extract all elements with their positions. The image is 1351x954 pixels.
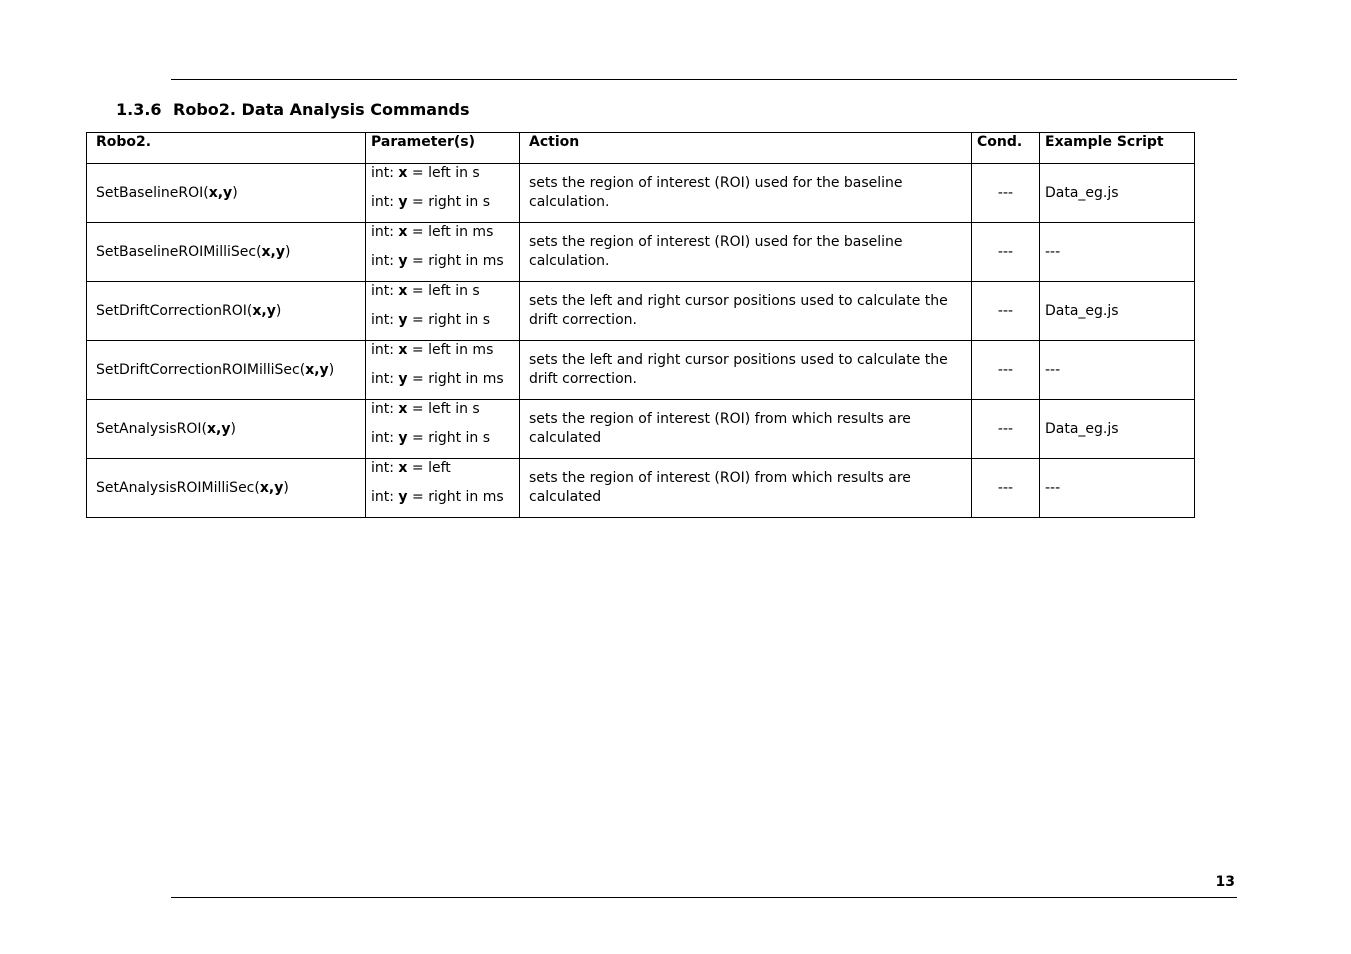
- command-args: x,y: [261, 244, 286, 260]
- command-cell: SetAnalysisROIMilliSec(x,y): [87, 459, 366, 518]
- param-x: [371, 341, 519, 370]
- param-desc: = left in ms: [411, 342, 494, 358]
- param-type: int:: [371, 194, 394, 210]
- cond-cell: ---: [972, 164, 1040, 223]
- section-number: 1.3.6: [116, 100, 162, 119]
- param-name: y: [398, 371, 408, 387]
- page-number: 13: [1215, 874, 1235, 890]
- table-row: [87, 459, 1195, 518]
- param-desc: = left in ms: [411, 224, 494, 240]
- param-desc: = left in s: [411, 283, 480, 299]
- header-example-script: Example Script: [1040, 133, 1195, 164]
- param-desc: = right in ms: [412, 371, 504, 387]
- example-script-cell: Data_eg.js: [1040, 400, 1195, 459]
- param-type: int:: [371, 224, 394, 240]
- param-y: [371, 370, 519, 399]
- param-name: x: [398, 224, 408, 240]
- cond-cell: ---: [972, 459, 1040, 518]
- command-cell: SetBaselineROIMilliSec(x,y): [87, 223, 366, 282]
- cond-cell: ---: [972, 341, 1040, 400]
- command-args: x,y: [305, 362, 329, 378]
- command-cell: SetBaselineROI(x,y): [87, 164, 366, 223]
- parameters-cell: [366, 400, 520, 459]
- commands-table: [86, 132, 1195, 518]
- param-type: int:: [371, 312, 394, 328]
- param-type: int:: [371, 253, 394, 269]
- cond-cell: ---: [972, 282, 1040, 341]
- parameters-cell: [366, 223, 520, 282]
- param-name: x: [398, 460, 408, 476]
- param-name: x: [398, 401, 408, 417]
- param-type: int:: [371, 371, 394, 387]
- command-args: x,y: [252, 303, 276, 319]
- header-cond: Cond.: [972, 133, 1040, 164]
- command-cell: SetDriftCorrectionROIMilliSec(x,y): [87, 341, 366, 400]
- param-desc: = left: [411, 460, 451, 476]
- param-desc: = right in s: [412, 194, 491, 210]
- header-parameters: Parameter(s): [366, 133, 520, 164]
- command-cell: SetAnalysisROI(x,y): [87, 400, 366, 459]
- param-desc: = right in s: [412, 430, 491, 446]
- param-desc: = left in s: [411, 401, 480, 417]
- command-args: x,y: [207, 421, 231, 437]
- param-name: y: [398, 430, 408, 446]
- table-row: [87, 223, 1195, 282]
- param-x: [371, 459, 519, 488]
- param-y: [371, 488, 519, 517]
- param-x: [371, 164, 519, 193]
- command-name: SetAnalysisROIMilliSec: [96, 480, 255, 496]
- param-desc: = right in ms: [412, 253, 504, 269]
- example-script-cell: ---: [1040, 459, 1195, 518]
- action-cell: sets the region of interest (ROI) from which results are calculated: [520, 400, 972, 459]
- action-cell: sets the left and right cursor positions used to calculate the drift correction.: [520, 341, 972, 400]
- action-cell: sets the left and right cursor positions used to calculate the drift correction.: [520, 282, 972, 341]
- param-name: x: [398, 342, 408, 358]
- example-script-cell: Data_eg.js: [1040, 282, 1195, 341]
- command-args: x,y: [259, 480, 284, 496]
- header-command: Robo2.: [87, 133, 366, 164]
- section-heading: [116, 100, 469, 119]
- table-row: [87, 282, 1195, 341]
- param-y: [371, 429, 519, 458]
- command-cell: SetDriftCorrectionROI(x,y): [87, 282, 366, 341]
- action-cell: sets the region of interest (ROI) from which results are calculated: [520, 459, 972, 518]
- param-type: int:: [371, 342, 394, 358]
- param-type: int:: [371, 165, 394, 181]
- example-script-cell: ---: [1040, 223, 1195, 282]
- table-row: [87, 164, 1195, 223]
- param-type: int:: [371, 460, 394, 476]
- param-desc: = right in s: [412, 312, 491, 328]
- header-action: Action: [520, 133, 972, 164]
- section-title: Robo2. Data Analysis Commands: [173, 100, 470, 119]
- parameters-cell: [366, 459, 520, 518]
- param-name: x: [398, 165, 408, 181]
- param-name: y: [398, 312, 408, 328]
- table-header-row: [87, 133, 1195, 164]
- param-y: [371, 193, 519, 222]
- param-y: [371, 311, 519, 340]
- command-name: SetBaselineROI: [96, 185, 204, 201]
- param-name: y: [398, 194, 408, 210]
- command-name: SetAnalysisROI: [96, 421, 202, 437]
- param-name: y: [398, 253, 408, 269]
- command-name: SetDriftCorrectionROI: [96, 303, 247, 319]
- parameters-cell: [366, 341, 520, 400]
- cond-cell: ---: [972, 400, 1040, 459]
- param-y: [371, 252, 519, 281]
- cond-cell: ---: [972, 223, 1040, 282]
- param-type: int:: [371, 401, 394, 417]
- example-script-cell: ---: [1040, 341, 1195, 400]
- header-rule: [171, 79, 1237, 80]
- example-script-cell: Data_eg.js: [1040, 164, 1195, 223]
- param-name: y: [398, 489, 408, 505]
- param-type: int:: [371, 489, 394, 505]
- table-row: [87, 341, 1195, 400]
- command-name: SetDriftCorrectionROIMilliSec: [96, 362, 300, 378]
- command-name: SetBaselineROIMilliSec: [96, 244, 257, 260]
- command-args: x,y: [208, 185, 233, 201]
- table-row: [87, 400, 1195, 459]
- action-cell: sets the region of interest (ROI) used for the baseline calculation.: [520, 164, 972, 223]
- param-name: x: [398, 283, 408, 299]
- param-x: [371, 282, 519, 311]
- footer-rule: [171, 897, 1237, 898]
- param-desc: = right in ms: [412, 489, 504, 505]
- param-desc: = left in s: [411, 165, 480, 181]
- param-type: int:: [371, 283, 394, 299]
- action-cell: sets the region of interest (ROI) used for the baseline calculation.: [520, 223, 972, 282]
- param-type: int:: [371, 430, 394, 446]
- param-x: [371, 223, 519, 252]
- param-x: [371, 400, 519, 429]
- parameters-cell: [366, 164, 520, 223]
- parameters-cell: [366, 282, 520, 341]
